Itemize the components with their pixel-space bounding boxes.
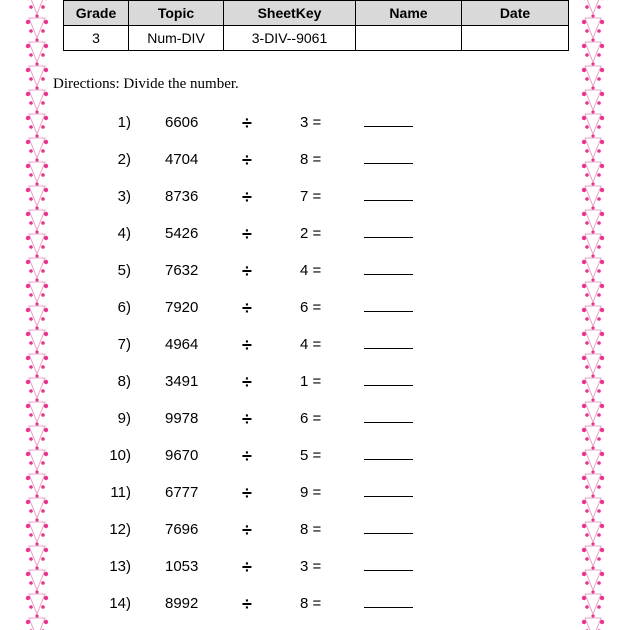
answer-blank[interactable] xyxy=(364,112,413,127)
dividend: 5426 xyxy=(165,225,199,242)
value-row xyxy=(64,26,569,51)
answer-blank[interactable] xyxy=(364,334,413,349)
dividend: 6606 xyxy=(165,114,199,131)
dividend: 4704 xyxy=(165,151,199,168)
divisor: 3 = xyxy=(300,558,322,575)
divide-sign: ÷ xyxy=(242,557,252,577)
dividend: 7696 xyxy=(165,521,199,538)
divisor: 3 = xyxy=(300,114,322,131)
answer-blank[interactable] xyxy=(364,408,413,423)
problem-row xyxy=(0,556,630,578)
dividend: 3491 xyxy=(165,373,199,390)
problem-number: 2) xyxy=(117,151,131,168)
problem-row xyxy=(0,223,630,245)
divisor: 6 = xyxy=(300,410,322,427)
divide-sign: ÷ xyxy=(242,261,252,281)
problem-row xyxy=(0,186,630,208)
divisor: 2 = xyxy=(300,225,322,242)
divisor: 6 = xyxy=(300,299,322,316)
divide-sign: ÷ xyxy=(242,594,252,614)
problem-number: 9) xyxy=(117,410,131,427)
problem-row xyxy=(0,371,630,393)
grade-header: Grade xyxy=(64,1,129,26)
answer-blank[interactable] xyxy=(364,371,413,386)
problem-number: 6) xyxy=(117,299,131,316)
problem-number: 14) xyxy=(109,595,131,612)
divisor: 7 = xyxy=(300,188,322,205)
answer-blank[interactable] xyxy=(364,149,413,164)
problem-row xyxy=(0,112,630,134)
sheetkey-value: 3-DIV--9061 xyxy=(224,26,356,51)
answer-blank[interactable] xyxy=(364,260,413,275)
answer-blank[interactable] xyxy=(364,445,413,460)
divide-sign: ÷ xyxy=(242,409,252,429)
answer-blank[interactable] xyxy=(364,519,413,534)
problem-row xyxy=(0,482,630,504)
divisor: 4 = xyxy=(300,336,322,353)
divide-sign: ÷ xyxy=(242,335,252,355)
problem-number: 10) xyxy=(109,447,131,464)
problem-row xyxy=(0,445,630,467)
date-field[interactable] xyxy=(462,26,569,51)
problem-row xyxy=(0,334,630,356)
directions-text: Directions: Divide the number. xyxy=(53,76,239,92)
problem-row xyxy=(0,297,630,319)
divide-sign: ÷ xyxy=(242,224,252,244)
divisor: 8 = xyxy=(300,521,322,538)
divisor: 9 = xyxy=(300,484,322,501)
topic-header: Topic xyxy=(129,1,224,26)
name-field[interactable] xyxy=(356,26,462,51)
problem-row xyxy=(0,260,630,282)
dividend: 8736 xyxy=(165,188,199,205)
worksheet-header-table xyxy=(63,0,569,51)
problem-number: 4) xyxy=(117,225,131,242)
divisor: 8 = xyxy=(300,595,322,612)
problem-number: 12) xyxy=(109,521,131,538)
divisor: 8 = xyxy=(300,151,322,168)
divide-sign: ÷ xyxy=(242,446,252,466)
dividend: 9670 xyxy=(165,447,199,464)
date-header: Date xyxy=(462,1,569,26)
problem-number: 11) xyxy=(110,484,131,501)
divisor: 5 = xyxy=(300,447,322,464)
dividend: 4964 xyxy=(165,336,199,353)
divisor: 1 = xyxy=(300,373,322,390)
topic-value: Num-DIV xyxy=(129,26,224,51)
divide-sign: ÷ xyxy=(242,520,252,540)
divide-sign: ÷ xyxy=(242,150,252,170)
divide-sign: ÷ xyxy=(242,298,252,318)
problem-number: 3) xyxy=(117,188,131,205)
header-row xyxy=(64,1,569,26)
divide-sign: ÷ xyxy=(242,113,252,133)
problem-row xyxy=(0,593,630,615)
problem-number: 7) xyxy=(117,336,131,353)
problem-number: 5) xyxy=(117,262,131,279)
dividend: 9978 xyxy=(165,410,199,427)
answer-blank[interactable] xyxy=(364,297,413,312)
problem-number: 8) xyxy=(117,373,131,390)
answer-blank[interactable] xyxy=(364,223,413,238)
answer-blank[interactable] xyxy=(364,556,413,571)
divide-sign: ÷ xyxy=(242,187,252,207)
dividend: 8992 xyxy=(165,595,199,612)
sheetkey-header: SheetKey xyxy=(224,1,356,26)
dividend: 7632 xyxy=(165,262,199,279)
dividend: 7920 xyxy=(165,299,199,316)
divide-sign: ÷ xyxy=(242,483,252,503)
divisor: 4 = xyxy=(300,262,322,279)
grade-value: 3 xyxy=(64,26,129,51)
dividend: 6777 xyxy=(165,484,199,501)
answer-blank[interactable] xyxy=(364,186,413,201)
problem-number: 13) xyxy=(109,558,131,575)
problem-row xyxy=(0,149,630,171)
answer-blank[interactable] xyxy=(364,593,413,608)
problem-row xyxy=(0,519,630,541)
problem-row xyxy=(0,408,630,430)
divide-sign: ÷ xyxy=(242,372,252,392)
name-header: Name xyxy=(356,1,462,26)
answer-blank[interactable] xyxy=(364,482,413,497)
problem-number: 1) xyxy=(117,114,131,131)
dividend: 1053 xyxy=(165,558,199,575)
